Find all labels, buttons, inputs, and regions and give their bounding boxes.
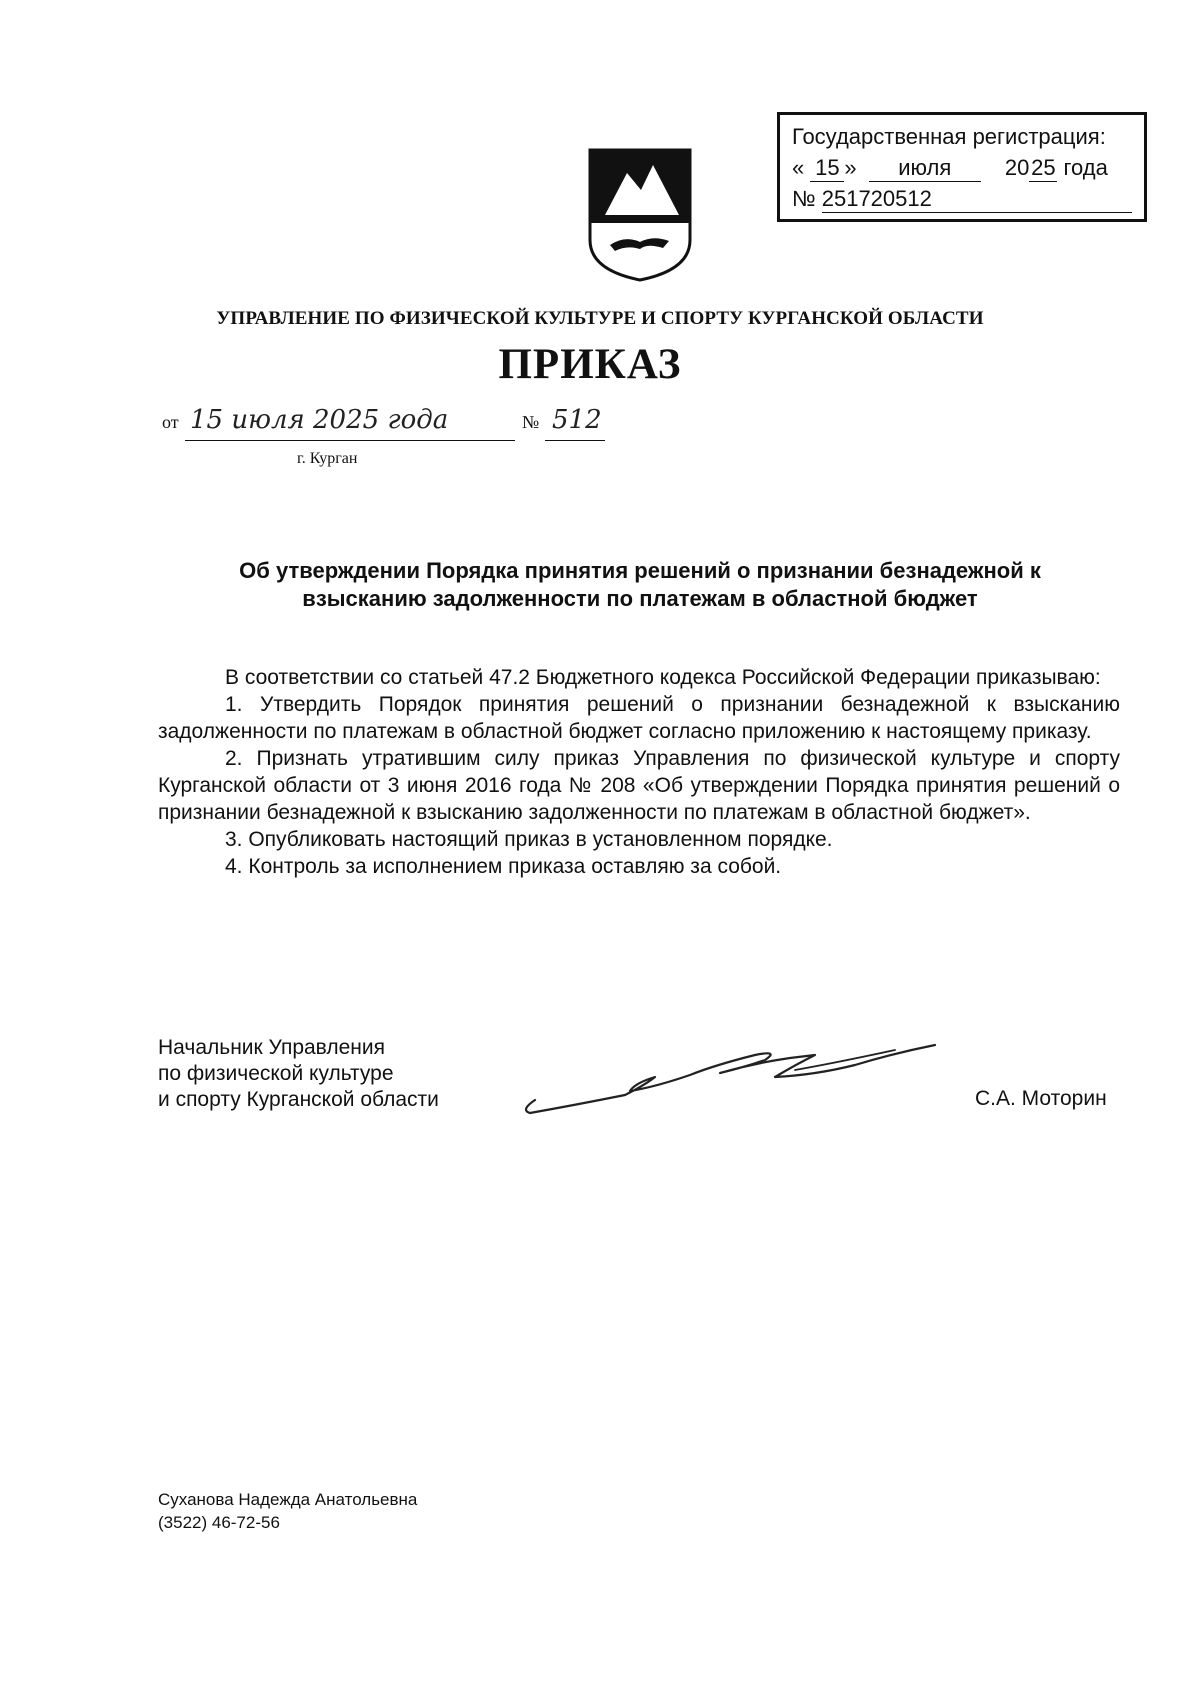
registration-quote-close: » xyxy=(844,155,857,180)
order-number-handwritten: 512 xyxy=(552,405,602,435)
registration-year-word: года xyxy=(1063,155,1108,180)
registration-title: Государственная регистрация: xyxy=(792,124,1106,149)
order-item-3: 3. Опубликовать настоящий приказ в установленном порядке. xyxy=(225,828,833,851)
order-date-handwritten: 15 июля 2025 года xyxy=(190,405,449,435)
order-item-2: 2. Признать утратившим силу приказ Управления по физической культуре и спорту Курганской области от 3 июня 2016 года № 208 «Об утверждении Порядка принятия решений о признании безнадежной к взысканию задолженности по платежам в областной бюджет». xyxy=(158,747,1120,824)
subject-line-2: взысканию задолженности по платежам в областной бюджет xyxy=(302,586,978,611)
registration-quote-open: « xyxy=(792,155,805,180)
order-item-1: 1. Утвердить Порядок принятия решений о признании безнадежной к взысканию задолженности по платежам в областной бюджет согласно приложению к настоящему приказу. xyxy=(158,693,1120,743)
executor-info xyxy=(158,1488,417,1534)
signer-position-line-3: и спорту Курганской области xyxy=(158,1088,439,1111)
registration-number-label: № xyxy=(792,186,816,211)
date-prefix: от xyxy=(162,412,179,432)
signer-position-line-1: Начальник Управления xyxy=(158,1036,385,1059)
subject-line-1: Об утверждении Порядка принятия решений о признании безнадежной к xyxy=(239,558,1041,583)
city: г. Курган xyxy=(297,450,358,467)
document-type: ПРИКАЗ xyxy=(498,341,682,388)
executor-name: Суханова Надежда Анатольевна xyxy=(158,1490,418,1509)
executor-phone: (3522) 46-72-56 xyxy=(158,1513,280,1532)
registration-year-prefix: 20 xyxy=(1004,155,1030,180)
registration-year-suffix: 25 xyxy=(1031,155,1056,180)
number-prefix: № xyxy=(522,412,540,432)
registration-number-row xyxy=(792,183,1132,214)
order-item-4: 4. Контроль за исполнением приказа оставляю за собой. xyxy=(225,855,782,878)
registration-day: 15 xyxy=(810,155,844,182)
signer-position xyxy=(158,1035,439,1113)
coat-of-arms-icon xyxy=(585,145,695,285)
preamble: В соответствии со статьей 47.2 Бюджетного кодекса Российской Федерации приказываю: xyxy=(225,666,1101,689)
signer-position-line-2: по физической культуре xyxy=(158,1062,394,1085)
registration-stamp xyxy=(777,112,1147,222)
registration-number: 251720512 xyxy=(822,186,1132,213)
order-subject xyxy=(120,557,1160,613)
organization-name: УПРАВЛЕНИЕ ПО ФИЗИЧЕСКОЙ КУЛЬТУРЕ И СПОРТУ КУРГАНСКОЙ ОБЛАСТИ xyxy=(216,308,984,329)
order-body xyxy=(158,664,1120,880)
registration-month: июля xyxy=(869,155,981,182)
registration-date xyxy=(792,152,1132,183)
date-underline xyxy=(185,440,515,441)
number-underline xyxy=(545,440,605,441)
signer-name: С.А. Моторин xyxy=(975,1087,1107,1110)
handwritten-signature xyxy=(515,1025,955,1125)
